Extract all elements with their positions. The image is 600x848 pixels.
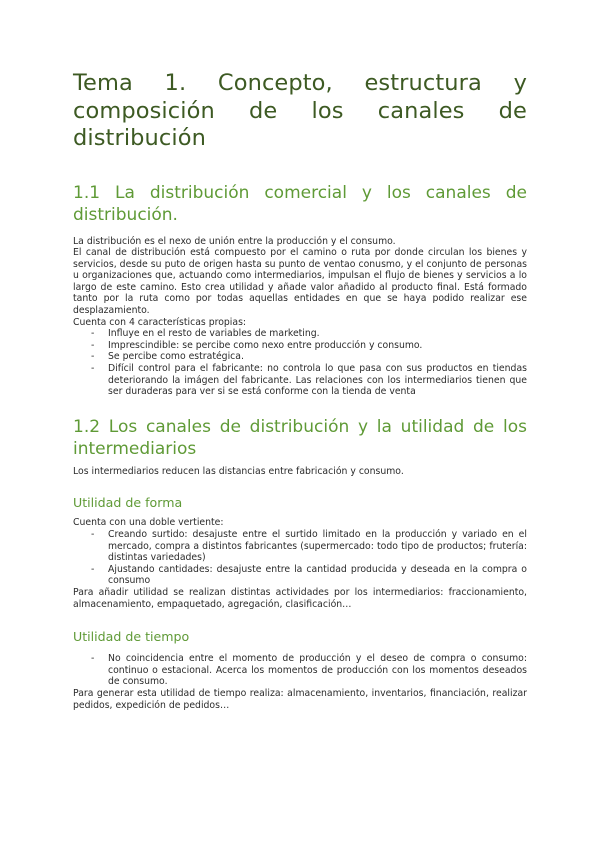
forma-list: [73, 529, 527, 587]
list-item: - Se percibe como estratégica.: [91, 351, 244, 363]
paragraph: Para añadir utilidad se realizan distintas actividades por los intermediarios: fraccionamiento, almacenamiento, empaquetado, agregación, clasificación…: [73, 586, 527, 610]
dash-bullet: -: [91, 653, 95, 665]
subsection-body-utilidad-tiempo: [73, 653, 527, 711]
dash-bullet: -: [91, 351, 95, 363]
document-title: Tema 1. Concepto, estructura y composición de los canales de distribución: [73, 70, 527, 151]
tiempo-list: [73, 653, 527, 688]
subheading-utilidad-tiempo: Utilidad de tiempo: [73, 629, 190, 645]
paragraph: Cuenta con 4 características propias:: [73, 316, 247, 328]
dash-bullet: -: [91, 328, 95, 340]
section-body-1-1: [73, 236, 527, 398]
paragraph: Para generar esta utilidad de tiempo realiza: almacenamiento, inventarios, financiación, realizar pedidos, expedición de pedidos…: [73, 687, 527, 711]
section-heading-1-2: 1.2 Los canales de distribución y la utilidad de los intermediarios: [73, 416, 527, 459]
section-body-1-2: [73, 466, 527, 478]
list-item: - Difícil control para el fabricante: no controla lo que pasa con sus productos en tiendas deteriorando la imágen del fabricante. Las relaciones con los intermediarios tienen que ser duraderas para ver si se está conforme con la tienda de venta: [91, 363, 527, 398]
subheading-utilidad-forma: Utilidad de forma: [73, 495, 183, 511]
list-item: - Creando surtido: desajuste entre el surtido limitado en la producción y variado en el mercado, compra a distintos fabricantes (supermercado: todo tipo de productos; frutería: distintas variedades): [91, 529, 527, 564]
dash-bullet: -: [91, 339, 95, 351]
list-item: - Influye en el resto de variables de marketing.: [91, 328, 320, 340]
dash-bullet: -: [91, 529, 95, 540]
section-heading-1-1: 1.1 La distribución comercial y los canales de distribución.: [73, 182, 527, 225]
list-item: - No coincidencia entre el momento de producción y el deseo de compra o consumo: continuo o estacional. Acerca los momentos de producción con los momentos deseados de consumo.: [91, 653, 527, 688]
dash-bullet: -: [91, 563, 95, 575]
paragraph: La distribución es el nexo de unión entre la producción y el consumo.: [73, 235, 396, 247]
characteristics-list: [73, 328, 527, 398]
list-item: - Ajustando cantidades: desajuste entre la cantidad producida y deseada en la compra o consumo: [91, 563, 527, 587]
paragraph: Cuenta con una doble vertiente:: [73, 517, 224, 529]
dash-bullet: -: [91, 363, 95, 375]
paragraph: Los intermediarios reducen las distancias entre fabricación y consumo.: [73, 465, 404, 477]
paragraph: El canal de distribución está compuesto por el camino o ruta por donde circulan los bienes y servicios, desde su puto de origen hasta su punto de ventao conusmo, y el conjunto de personas u organizaciones que, actuando como intermediarios, impulsan el flujo de bienes y servicios a lo largo de este camino. Esto crea utilidad y añade valor añadido al producto final. Está formado tanto por la ruta como por todas aquellas entidades en que se haya podido realizar ese desplazamiento.: [73, 247, 527, 317]
subsection-body-utilidad-forma: [73, 517, 527, 610]
list-item: - Imprescindible: se percibe como nexo entre producción y consumo.: [91, 339, 423, 351]
